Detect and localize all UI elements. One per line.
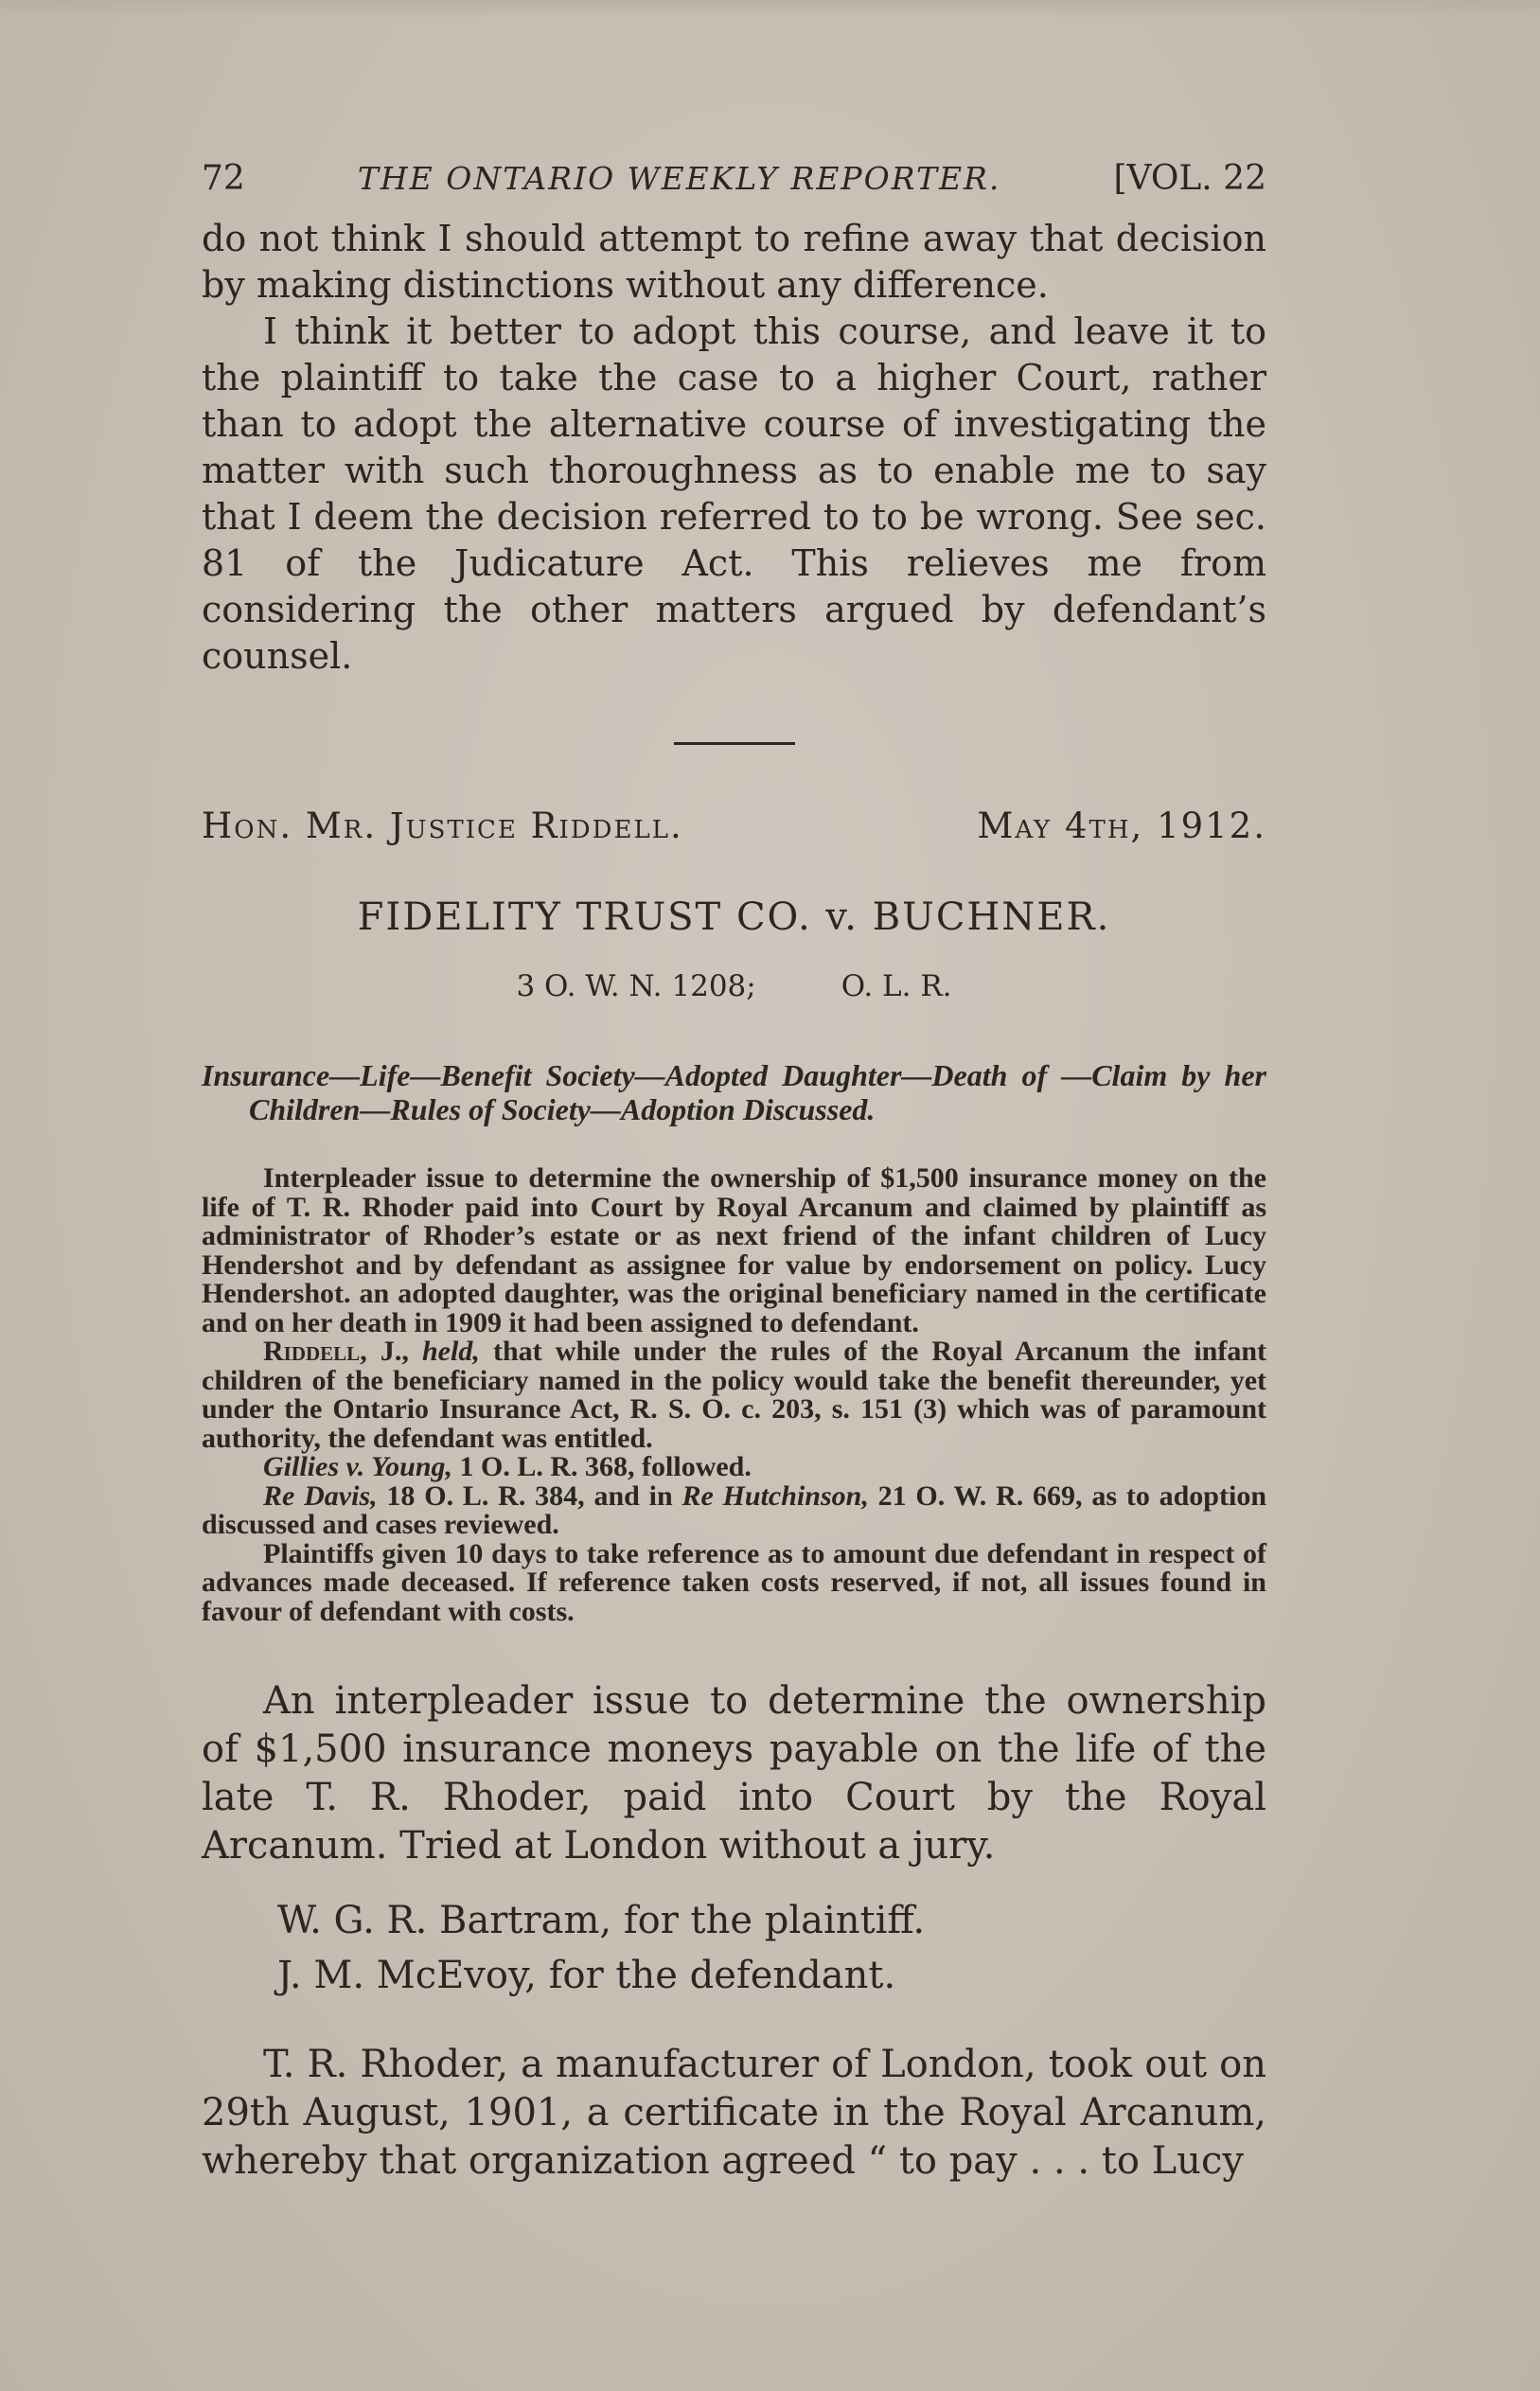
running-head <box>202 159 1266 216</box>
headnote-disposition: Plaintiffs given 10 days to take reference as to amount due defendant in respect of advances made deceased. If reference taken costs reserved, if not, all issues found in favour of defendant with costs. <box>202 1537 1266 1627</box>
journal-title: THE ONTARIO WEEKLY REPORTER. <box>357 160 1001 197</box>
case-title: FIDELITY TRUST CO. v. BUCHNER. <box>357 895 1111 939</box>
judge-smallcaps: Riddell <box>263 1336 361 1367</box>
citation-line <box>202 969 1266 1003</box>
judge-name: Hon. Mr. Justice Riddell. <box>202 806 683 846</box>
headnote <box>202 1164 1266 1626</box>
citation-olr: O. L. R. <box>841 969 952 1003</box>
headnote-authority: Gillies v. Young, 1 O. L. R. 368, followed. <box>263 1451 752 1482</box>
judge-date-line <box>202 806 1266 846</box>
citation-own: 3 O. W. N. 1208; <box>516 969 756 1003</box>
volume-label: [VOL. 22 <box>1113 159 1266 198</box>
prev-case-paragraph-1: do not think I should attempt to refine away that decision by making distinctions without any difference. <box>202 218 1266 306</box>
counsel-defendant: J. M. McEvoy, for the defendant. <box>277 1954 896 1997</box>
section-divider <box>674 742 795 745</box>
headnote-authority: Re Davis, 18 O. L. R. 384, and in Re Hutchinson, 21 O. W. R. 669, as to adoption discussed and cases reviewed. <box>202 1479 1266 1540</box>
page-content <box>202 159 1266 2186</box>
prev-case-paragraph-2: I think it better to adopt this course, and leave it to the plaintiff to take the case to a higher Court, rather than to adopt the alternative course of investigating the matter with such thoroughness as to enable me to say that I deem the decision referred to to be wrong. See sec. 81 of the Judicature Act. This relieves me from considering the other matters argued by defendant’s counsel. <box>202 310 1266 677</box>
decision-date: May 4th, 1912. <box>977 806 1266 846</box>
headnote-paragraph: Interpleader issue to determine the ownership of $1,500 insurance money on the life of T. R. Rhoder paid into Court by Royal Arcanum and claimed by plaintiff as administrator of Rhoder’s estate or as next friend of the infant children of Lucy Hendershot and by defendant as assignee for value by endorsement on policy. Lucy Hendershot. an adopted daughter, was the original beneficiary named in the certificate and on her death in 1909 it had been assigned to defendant. <box>202 1162 1266 1338</box>
catchwords: Insurance—Life—Benefit Society—Adopted Daughter—Death of —Claim by her Children—Rules of Society—Adoption Discussed. <box>202 1058 1266 1126</box>
counsel-plaintiff: W. G. R. Bartram, for the plaintiff. <box>277 1899 926 1942</box>
page-number: 72 <box>202 159 245 198</box>
judgment-opening: T. R. Rhoder, a manufacturer of London, took out on 29th August, 1901, a certificate in the Royal Arcanum, whereby that organization agreed “ to pay . . . to Lucy <box>202 2043 1266 2183</box>
intro-paragraph: An interpleader issue to determine the ownership of $1,500 insurance moneys payable on the life of the late T. R. Rhoder, paid into Court by the Royal Arcanum. Tried at London without a jury. <box>202 1679 1266 1868</box>
headnote-holding: Riddell, J., held, that while under the rules of the Royal Arcanum the infant children of the beneficiary named in the policy would take the benefit thereunder, yet under the Ontario Insurance Act, R. S. O. c. 203, s. 151 (3) which was of paramount authority, the defendant was entitled. <box>202 1336 1267 1454</box>
